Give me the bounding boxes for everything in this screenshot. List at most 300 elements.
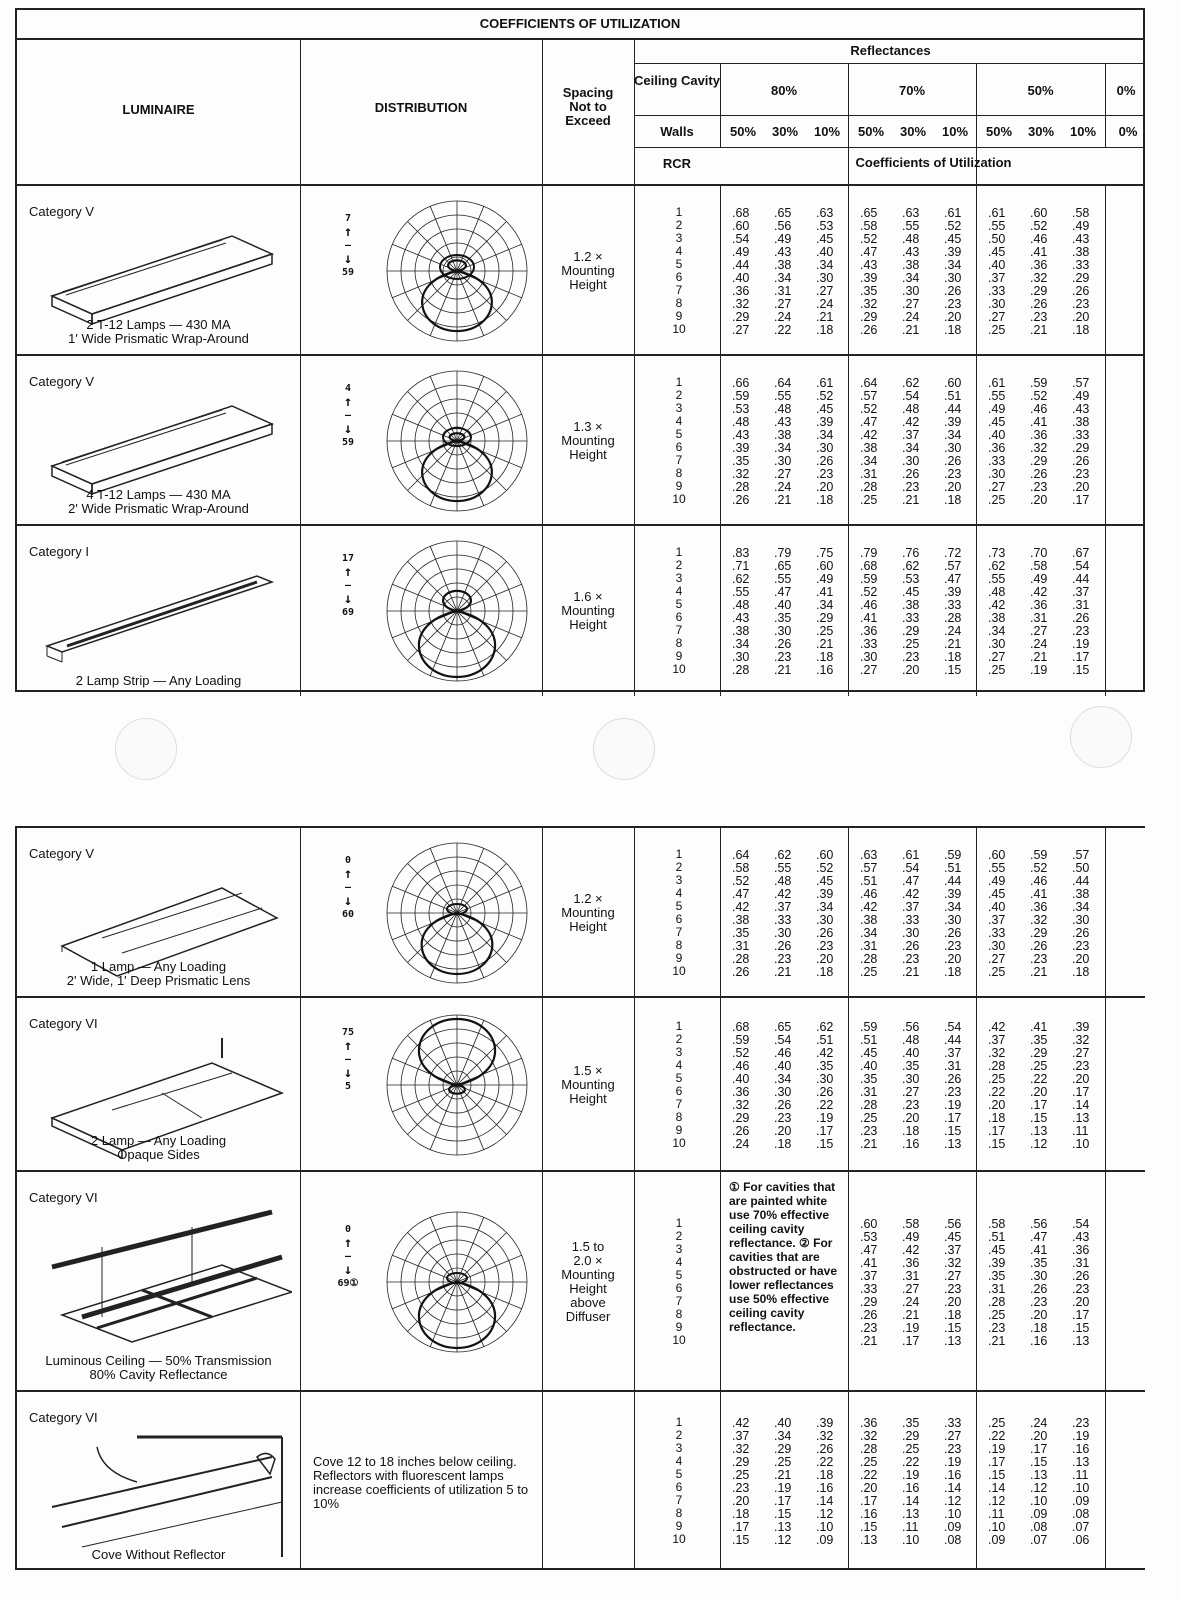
cu-value: .42 (732, 1416, 750, 1430)
cu-value: .54 (1072, 559, 1090, 573)
cu-value: .35 (902, 1059, 920, 1073)
cu-value: .39 (816, 415, 834, 429)
luminaire-row (17, 1392, 1145, 1570)
cu-value: .34 (774, 271, 792, 285)
cu-value: .49 (988, 402, 1006, 416)
cu-value: .37 (732, 1429, 750, 1443)
cu-value: .47 (860, 245, 878, 259)
cu-value: .51 (860, 1033, 878, 1047)
cu-value: .36 (1030, 428, 1048, 442)
cu-value: .59 (732, 1033, 750, 1047)
cu-value: .28 (860, 1098, 878, 1112)
cu-value: .44 (732, 258, 750, 272)
cu-value: .15 (1030, 1455, 1048, 1469)
cu-value: .33 (774, 913, 792, 927)
cu-value: .36 (1030, 598, 1048, 612)
cu-value: .25 (988, 663, 1006, 677)
luminaire-caption (17, 1134, 300, 1162)
cu-value: .33 (860, 637, 878, 651)
spacing-criterion (542, 1240, 634, 1324)
cu-value: .50 (988, 232, 1006, 246)
cu-value: .32 (1072, 1033, 1090, 1047)
spacing-line: Mounting (561, 263, 615, 278)
cu-value: .20 (1030, 1429, 1048, 1443)
cu-value: .11 (1072, 1124, 1089, 1138)
cu-value: .28 (988, 1059, 1006, 1073)
cu-value: .47 (1030, 1230, 1048, 1244)
cu-group (860, 1218, 986, 1348)
spacing-criterion (542, 1064, 634, 1106)
cu-value: .42 (902, 887, 920, 901)
header-ceiling-cavity: Ceiling Cavity (634, 73, 720, 88)
cu-value: .18 (1072, 965, 1090, 979)
cu-value: .16 (816, 1481, 834, 1495)
upward-percent: 7 (344, 213, 352, 224)
cu-value: .55 (988, 572, 1006, 586)
cu-value: .34 (774, 1072, 792, 1086)
cu-value: .42 (1030, 585, 1048, 599)
cu-value: .32 (860, 297, 878, 311)
cu-value: .45 (816, 874, 834, 888)
rcr-value: 2 (675, 1229, 683, 1243)
cu-value: .37 (944, 1046, 962, 1060)
cu-value: .27 (988, 952, 1006, 966)
cu-value: .34 (944, 428, 962, 442)
cu-value: .15 (816, 1137, 834, 1151)
cu-value: .37 (774, 900, 792, 914)
cu-value: .61 (902, 848, 920, 862)
cu-value: .30 (902, 284, 920, 298)
cu-value: .26 (1030, 1282, 1048, 1296)
cu-value: .20 (1030, 493, 1048, 507)
cu-value: .36 (860, 1416, 878, 1430)
cu-value: .30 (944, 271, 962, 285)
cu-value: .43 (1072, 1230, 1090, 1244)
spacing-criterion (542, 892, 634, 934)
cu-value: .54 (902, 861, 920, 875)
cu-value: .52 (860, 585, 878, 599)
wall-value: 10% (1069, 124, 1097, 139)
cu-value: .17 (1072, 1308, 1090, 1322)
cu-value: .35 (1030, 1033, 1048, 1047)
cu-value: .49 (988, 874, 1006, 888)
rcr-value: 1 (675, 1216, 683, 1230)
cu-value: .40 (774, 1416, 792, 1430)
cu-value: .23 (1072, 1416, 1090, 1430)
cu-value: .45 (988, 245, 1006, 259)
spacing-line: 2.0 × (573, 1253, 603, 1268)
luminaire-row (17, 1172, 1145, 1392)
cu-value: .34 (860, 926, 878, 940)
cu-value: .45 (988, 887, 1006, 901)
cu-value: .45 (816, 402, 834, 416)
cu-value: .53 (860, 1230, 878, 1244)
cu-value: .20 (732, 1494, 750, 1508)
cu-value: .27 (988, 650, 1006, 664)
ceiling-value: 70% (898, 83, 926, 98)
cu-value: .26 (732, 965, 750, 979)
cu-value: .46 (732, 1059, 750, 1073)
rcr-value: 1 (675, 1415, 683, 1429)
spacing-line: Height (569, 277, 607, 292)
cu-value: .17 (902, 1334, 920, 1348)
cu-value: .18 (1072, 323, 1090, 337)
cu-value: .52 (732, 1046, 750, 1060)
cu-value: .29 (860, 310, 878, 324)
rcr-value: 8 (675, 938, 683, 952)
luminaire-category: Category VI (29, 1410, 98, 1425)
cu-value: .65 (774, 559, 792, 573)
rcr-value: 2 (675, 218, 683, 232)
cu-value: .47 (774, 585, 792, 599)
cu-value: .10 (1030, 1494, 1048, 1508)
cu-value: .23 (944, 467, 962, 481)
cu-group (860, 547, 986, 677)
cu-value: .23 (944, 1085, 962, 1099)
cu-value: .15 (944, 1321, 962, 1335)
cu-value: .42 (902, 1243, 920, 1257)
cu-value: .20 (1072, 310, 1090, 324)
rcr-value: 5 (675, 1268, 683, 1282)
cu-value: .10 (902, 1533, 920, 1547)
cu-value: .24 (732, 1137, 750, 1151)
rcr-value: 10 (672, 662, 686, 676)
punch-hole (115, 718, 177, 780)
cu-value: .34 (816, 258, 834, 272)
cu-value: .23 (1072, 1282, 1090, 1296)
cu-value: .20 (1030, 1308, 1048, 1322)
cu-group (860, 849, 986, 979)
cu-value: .43 (860, 258, 878, 272)
cu-value: .11 (902, 1520, 919, 1534)
cu-value: .12 (944, 1494, 962, 1508)
cu-value: .55 (902, 219, 920, 233)
cu-value: .23 (902, 480, 920, 494)
cu-value: .27 (774, 467, 792, 481)
rcr-value: 6 (675, 1281, 683, 1295)
rcr-value: 5 (675, 427, 683, 441)
cu-value: .21 (1030, 650, 1048, 664)
spacing-line: Mounting (561, 1267, 615, 1282)
cu-value: .37 (988, 271, 1006, 285)
cu-value: .62 (774, 848, 792, 862)
cu-value: .35 (988, 1269, 1006, 1283)
cu-value: .11 (988, 1507, 1005, 1521)
cu-value: .65 (774, 206, 792, 220)
cu-value: .62 (732, 572, 750, 586)
cu-value: .45 (902, 585, 920, 599)
cu-value: .25 (988, 1416, 1006, 1430)
cu-value: .42 (902, 415, 920, 429)
caption-line: 1' Wide Prismatic Wrap-Around (68, 331, 249, 346)
cu-value: .43 (732, 428, 750, 442)
cu-value: .38 (1072, 245, 1090, 259)
cu-value: .21 (816, 637, 834, 651)
cu-value: .30 (774, 454, 792, 468)
spacing-criterion (542, 250, 634, 292)
cu-value: .21 (902, 965, 920, 979)
cu-value: .53 (902, 572, 920, 586)
rcr-value: 10 (672, 964, 686, 978)
cu-value: .21 (774, 663, 792, 677)
cu-value: .17 (1072, 493, 1090, 507)
distribution-percent (333, 1027, 363, 1092)
cu-value: .39 (816, 1416, 834, 1430)
cu-value: .29 (816, 611, 834, 625)
rcr-value: 3 (675, 1045, 683, 1059)
caption-line: Opaque Sides (117, 1147, 200, 1162)
cu-value: .21 (988, 1334, 1006, 1348)
cu-value: .29 (1030, 284, 1048, 298)
cu-value: .26 (732, 1124, 750, 1138)
cu-value: .46 (1030, 874, 1048, 888)
rcr-value: 10 (672, 492, 686, 506)
cu-value: .15 (1072, 663, 1090, 677)
cu-value: .30 (816, 271, 834, 285)
cu-value: .30 (860, 650, 878, 664)
cu-value: .22 (902, 1455, 920, 1469)
cu-value: .64 (774, 376, 792, 390)
cu-value: .06 (1072, 1533, 1090, 1547)
cu-value: .10 (988, 1520, 1006, 1534)
cu-value: .18 (944, 650, 962, 664)
cu-value: .20 (816, 480, 834, 494)
cu-value: .54 (902, 389, 920, 403)
cu-value: .45 (944, 232, 962, 246)
cu-group (732, 547, 858, 677)
cu-value: .49 (816, 572, 834, 586)
cu-value: .44 (1072, 874, 1090, 888)
cu-group (732, 1021, 858, 1151)
cu-value: .07 (1030, 1533, 1048, 1547)
spacing-line: 1.3 × (573, 419, 603, 434)
cu-value: .17 (988, 1455, 1006, 1469)
cu-value: .23 (1072, 1059, 1090, 1073)
luminaire-row (17, 998, 1145, 1172)
cu-value: .21 (860, 1137, 878, 1151)
cu-value: .61 (944, 206, 962, 220)
cu-value: .22 (774, 323, 792, 337)
cu-value: .26 (1072, 1269, 1090, 1283)
cu-value: .12 (1030, 1137, 1048, 1151)
cu-value: .17 (774, 1494, 792, 1508)
cu-value: .15 (1030, 1111, 1048, 1125)
cu-value: .28 (988, 1295, 1006, 1309)
cu-value: .19 (1072, 637, 1090, 651)
cu-value: .40 (774, 1059, 792, 1073)
header-walls: Walls (660, 124, 694, 139)
cu-value: .18 (944, 323, 962, 337)
spacing-criterion (542, 420, 634, 462)
cu-value: .43 (1072, 402, 1090, 416)
cu-value: .64 (732, 848, 750, 862)
cu-value: .26 (902, 939, 920, 953)
rcr-value: 4 (675, 886, 683, 900)
cu-value: .76 (902, 546, 920, 560)
cu-group (988, 849, 1114, 979)
cu-value: .26 (816, 926, 834, 940)
caption-line: 2 T-12 Lamps — 430 MA (86, 317, 231, 332)
caption-line: 2' Wide, 1' Deep Prismatic Lens (66, 973, 251, 988)
cu-value: .39 (816, 887, 834, 901)
cu-value: .23 (1072, 467, 1090, 481)
distribution-percent (333, 553, 363, 618)
spacing-line: Height (569, 617, 607, 632)
rcr-value: 7 (675, 925, 683, 939)
cu-value: .39 (860, 271, 878, 285)
cu-value: .26 (944, 454, 962, 468)
cu-value: .48 (902, 1033, 920, 1047)
arrow-icon: ↑ — ↓ (343, 1038, 353, 1081)
cu-value: .24 (774, 480, 792, 494)
cu-value: .39 (988, 1256, 1006, 1270)
rcr-value: 10 (672, 322, 686, 336)
cu-value: .48 (774, 874, 792, 888)
cu-group (988, 1417, 1114, 1547)
cu-value: .25 (988, 1072, 1006, 1086)
cu-value: .19 (902, 1468, 920, 1482)
cu-value: .43 (774, 245, 792, 259)
luminaire-category: Category VI (29, 1190, 98, 1205)
distribution-percent (333, 213, 363, 278)
cu-value: .25 (860, 965, 878, 979)
cu-value: .30 (988, 637, 1006, 651)
polar-distribution-curve (382, 1207, 532, 1362)
cu-value: .25 (774, 1455, 792, 1469)
cu-value: .59 (860, 572, 878, 586)
cu-value: .08 (1030, 1520, 1048, 1534)
ceiling-value: 80% (770, 83, 798, 98)
rcr-value: 3 (675, 873, 683, 887)
caption-line: 2 Lamp — Any Loading (90, 1133, 227, 1148)
cu-value: .13 (860, 1533, 878, 1547)
rcr-column (672, 1416, 686, 1546)
rcr-value: 9 (675, 1519, 683, 1533)
cu-value: .45 (816, 232, 834, 246)
cu-value: .07 (1072, 1520, 1090, 1534)
cu-value: .55 (988, 219, 1006, 233)
header-cu: Coefficients of Utilization (855, 155, 1012, 170)
cu-value: .27 (774, 297, 792, 311)
cu-value: .23 (902, 952, 920, 966)
cu-value: .35 (902, 1416, 920, 1430)
cu-value: .18 (816, 493, 834, 507)
cu-value: .24 (774, 310, 792, 324)
cu-value: .34 (860, 454, 878, 468)
cu-value: .33 (902, 913, 920, 927)
cu-value: .47 (732, 887, 750, 901)
cu-value: .28 (860, 952, 878, 966)
cu-value: .61 (816, 376, 834, 390)
cu-value: .25 (988, 493, 1006, 507)
cu-value: .42 (860, 428, 878, 442)
downward-percent: 69 (341, 607, 355, 618)
luminaire-category: Category V (29, 204, 95, 219)
cu-value: .48 (902, 402, 920, 416)
rcr-value: 1 (675, 545, 683, 559)
rcr-value: 5 (675, 899, 683, 913)
cu-value: .25 (732, 1468, 750, 1482)
cu-value: .57 (1072, 848, 1090, 862)
cu-value: .33 (988, 284, 1006, 298)
cu-value: .38 (860, 913, 878, 927)
cu-value: .43 (902, 245, 920, 259)
cu-value: .38 (1072, 415, 1090, 429)
cu-value: .59 (860, 1020, 878, 1034)
cu-value: .18 (902, 1124, 920, 1138)
cu-value: .20 (902, 1111, 920, 1125)
cu-value: .73 (988, 546, 1006, 560)
cu-value: .34 (732, 637, 750, 651)
cu-value: .18 (944, 493, 962, 507)
cu-value: .24 (1030, 637, 1048, 651)
cu-value: .71 (732, 559, 750, 573)
cu-value: .38 (732, 913, 750, 927)
cu-value: .62 (902, 376, 920, 390)
header-reflectances: Reflectances (850, 43, 931, 58)
cu-value: .40 (732, 1072, 750, 1086)
cu-value: .26 (1072, 611, 1090, 625)
cu-value: .49 (1030, 572, 1048, 586)
rcr-value: 9 (675, 1320, 683, 1334)
cu-value: .13 (1072, 1334, 1090, 1348)
cu-value: .42 (816, 1046, 834, 1060)
cu-value: .58 (902, 1217, 920, 1231)
wall-value: 30% (771, 124, 799, 139)
rcr-value: 2 (675, 558, 683, 572)
cu-value: .18 (816, 650, 834, 664)
cu-value: .43 (1072, 232, 1090, 246)
cu-value: .65 (860, 206, 878, 220)
cu-value: .49 (774, 232, 792, 246)
cu-value: .57 (860, 861, 878, 875)
cu-value: .38 (902, 598, 920, 612)
cu-value: .59 (1030, 376, 1048, 390)
cu-value: .20 (944, 480, 962, 494)
rcr-value: 4 (675, 584, 683, 598)
cu-value: .37 (944, 1243, 962, 1257)
cu-value: .55 (732, 585, 750, 599)
cu-value: .22 (988, 1085, 1006, 1099)
cu-value: .30 (902, 454, 920, 468)
rcr-value: 4 (675, 1454, 683, 1468)
cu-value: .32 (732, 467, 750, 481)
cu-value: .25 (860, 1455, 878, 1469)
cu-value: .26 (944, 284, 962, 298)
cu-value: .50 (1072, 861, 1090, 875)
cu-value: .27 (1072, 1046, 1090, 1060)
cu-value: .17 (1030, 1442, 1048, 1456)
cu-value: .20 (1030, 1085, 1048, 1099)
cu-value: .68 (732, 1020, 750, 1034)
downward-percent: 5 (344, 1081, 352, 1092)
cu-value: .16 (816, 663, 834, 677)
table-header (17, 40, 1143, 186)
cu-value: .26 (1030, 297, 1048, 311)
rcr-value: 5 (675, 257, 683, 271)
cu-value: .51 (944, 861, 962, 875)
punch-hole (593, 718, 655, 780)
cu-value: .17 (732, 1520, 750, 1534)
cu-value: .23 (816, 467, 834, 481)
cu-group (860, 377, 986, 507)
cu-value: .30 (944, 913, 962, 927)
cu-value: .25 (860, 493, 878, 507)
cu-value: .40 (902, 1046, 920, 1060)
cu-value: .26 (816, 1085, 834, 1099)
cu-value: .25 (860, 1111, 878, 1125)
cu-value: .40 (988, 258, 1006, 272)
